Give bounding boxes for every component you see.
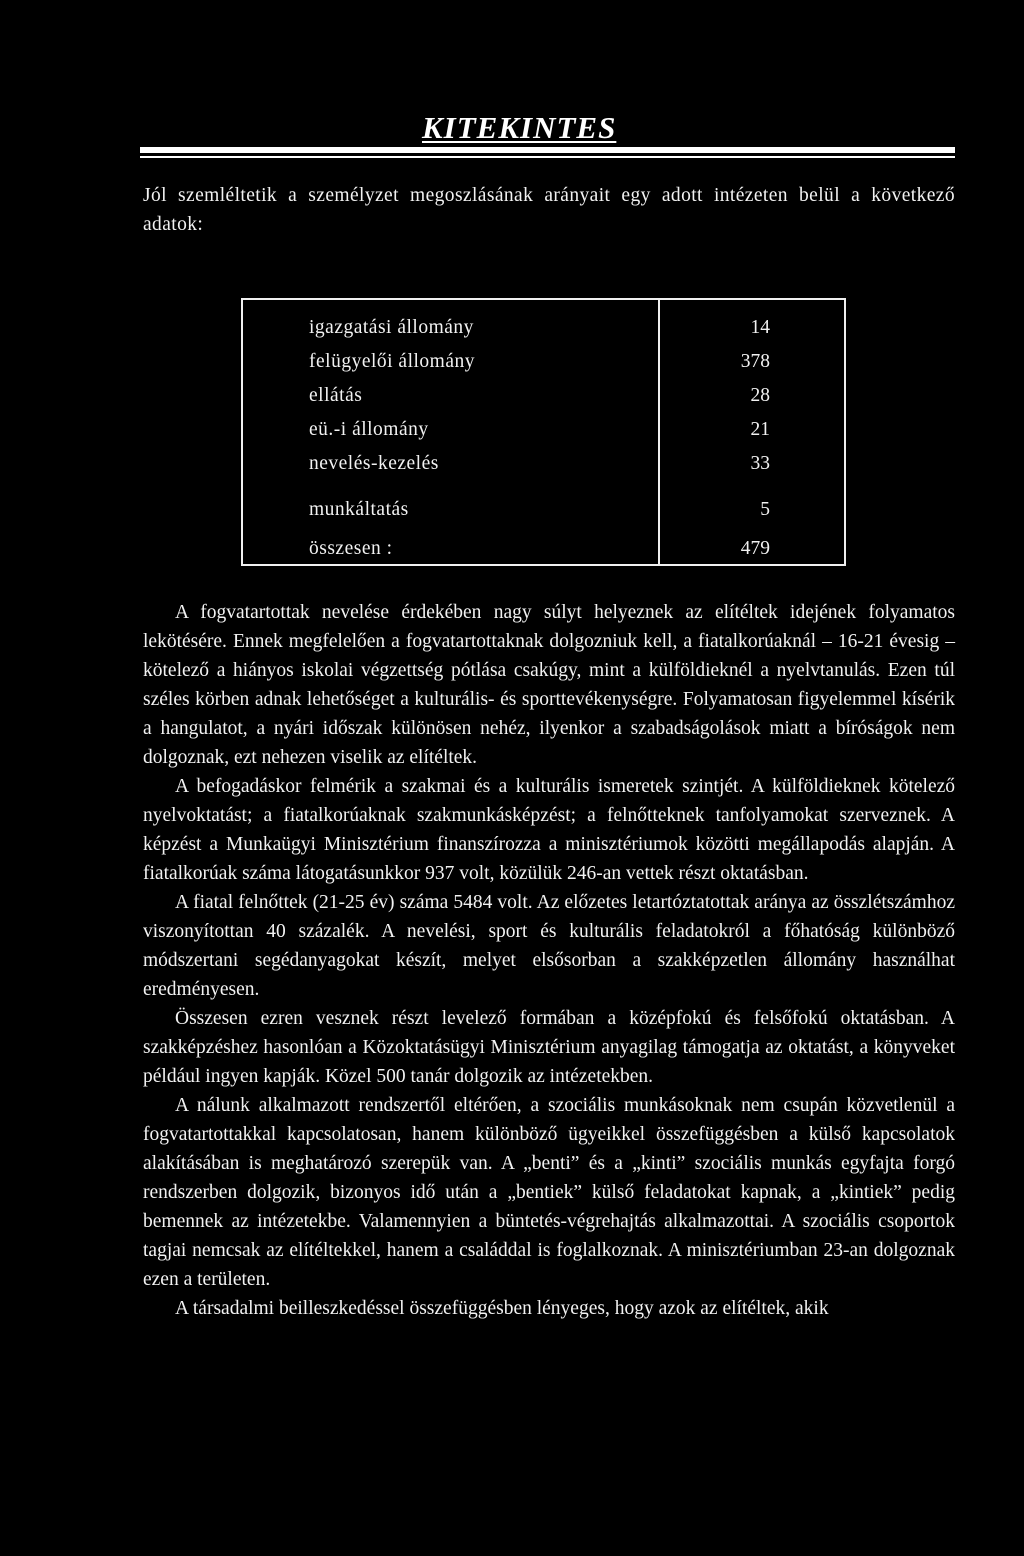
table-cell-count: 28	[750, 385, 770, 406]
body-paragraph: A fogvatartottak nevelése érdekében nagy súlyt helyeznek az elítéltek idejének folyamatos lekötésére. Ennek megfelelően a fogvatartottaknak dolgozniuk kell, a fiatalkorúaknál – 16-21 évesig – kötelező a hiányos iskolai végzettség pótlása csakúgy, mint a külföldieknél a nyelvtanulás. Ezen túl széles körben adnak lehetőséget a kulturális- és sporttevékenységre. Folyamatosan figyelemmel kísérik a hangulatot, a nyári időszak különösen nehéz, ilyenkor a szabadságolások miatt a bíróságok nem dolgoznak, ezt nehezen viselik az elítéltek.	[143, 602, 955, 768]
table-row	[243, 493, 844, 527]
intro-paragraph: Jól szemléltetik a személyzet megoszlásának arányait egy adott intézeten belül a következő adatok:	[143, 185, 955, 235]
table-cell-count: 21	[750, 419, 770, 440]
table-row	[243, 379, 844, 413]
table-cell-count: 378	[740, 351, 770, 372]
table-cell-count: 33	[750, 453, 770, 474]
table-cell-category: munkáltatás	[309, 499, 409, 520]
table-cell-category: összesen :	[309, 538, 393, 559]
table-cell-count: 5	[760, 499, 770, 520]
body-text	[143, 598, 955, 1323]
page-header-title: KITEKINTES	[422, 110, 617, 145]
header-rule-thin	[140, 156, 955, 158]
table-row	[243, 311, 844, 345]
table-cell-category: ellátás	[309, 385, 363, 406]
table-cell-category: igazgatási állomány	[309, 317, 474, 338]
table-row	[243, 413, 844, 447]
body-paragraph: A nálunk alkalmazott rendszertől eltérően, a szociális munkásoknak nem csupán közvetlenül a fogvatartottakkal kapcsolatosan, hanem különböző ügyeikkel összefüggésben a külső kapcsolatok alakításában is meghatározó szerepük van. A „benti” és a „kinti” szociális munkás egyfajta forgó rendszerben dolgozik, bizonyos idő után a „bentiek” külső feladatokat kapnak, a „kintiek” pedig bemennek az intézetekbe. Valamennyien a büntetés-végrehajtás alkalmazottai. A szociális csoportok tagjai nemcsak az elítéltekkel, hanem a családdal is foglalkoznak. A minisztériumban 23-an dolgoznak ezen a területen.	[143, 1095, 955, 1290]
body-paragraph: A befogadáskor felmérik a szakmai és a kulturális ismeretek szintjét. A külföldieknek kötelező nyelvoktatást; a fiatalkorúaknak szakmunkásképzést; a felnőtteknek tanfolyamokat szerveznek. A képzést a Munkaügyi Minisztérium finanszírozza a minisztériumok közötti megállapodás alapján. A fiatalkorúak száma látogatásunkkor 937 volt, közülük 246-an vettek részt oktatásban.	[143, 776, 955, 884]
table-row	[243, 345, 844, 379]
table-cell-category: felügyelői állomány	[309, 351, 475, 372]
table-cell-category: nevelés-kezelés	[309, 453, 439, 474]
body-paragraph: Összesen ezren vesznek részt levelező formában a középfokú és felsőfokú oktatásban. A szakképzéshez hasonlóan a Közoktatásügyi Minisztérium anyagilag támogatja az oktatást, a könyveket például ingyen kapják. Közel 500 tanár dolgozik az intézetekben.	[143, 1008, 955, 1087]
body-paragraph: A társadalmi beilleszkedéssel összefüggésben lényeges, hogy azok az elítéltek, akik	[175, 1298, 829, 1319]
table-cell-count: 14	[750, 317, 770, 338]
staff-distribution-table	[241, 298, 846, 566]
table-row	[243, 447, 844, 481]
table-row-total	[243, 532, 844, 566]
header-rule-thick	[140, 147, 955, 153]
body-paragraph: A fiatal felnőttek (21-25 év) száma 5484 volt. Az előzetes letartóztatottak aránya az összlétszámhoz viszonyítottan 40 százalék. A nevelési, sport és kulturális feladatokról a főhatóság különböző módszertani segédanyagokat készít, melyet elsősorban a szakképzetlen állomány használhat eredményesen.	[143, 892, 955, 1000]
table-cell-category: eü.-i állomány	[309, 419, 429, 440]
table-cell-count: 479	[740, 538, 770, 559]
